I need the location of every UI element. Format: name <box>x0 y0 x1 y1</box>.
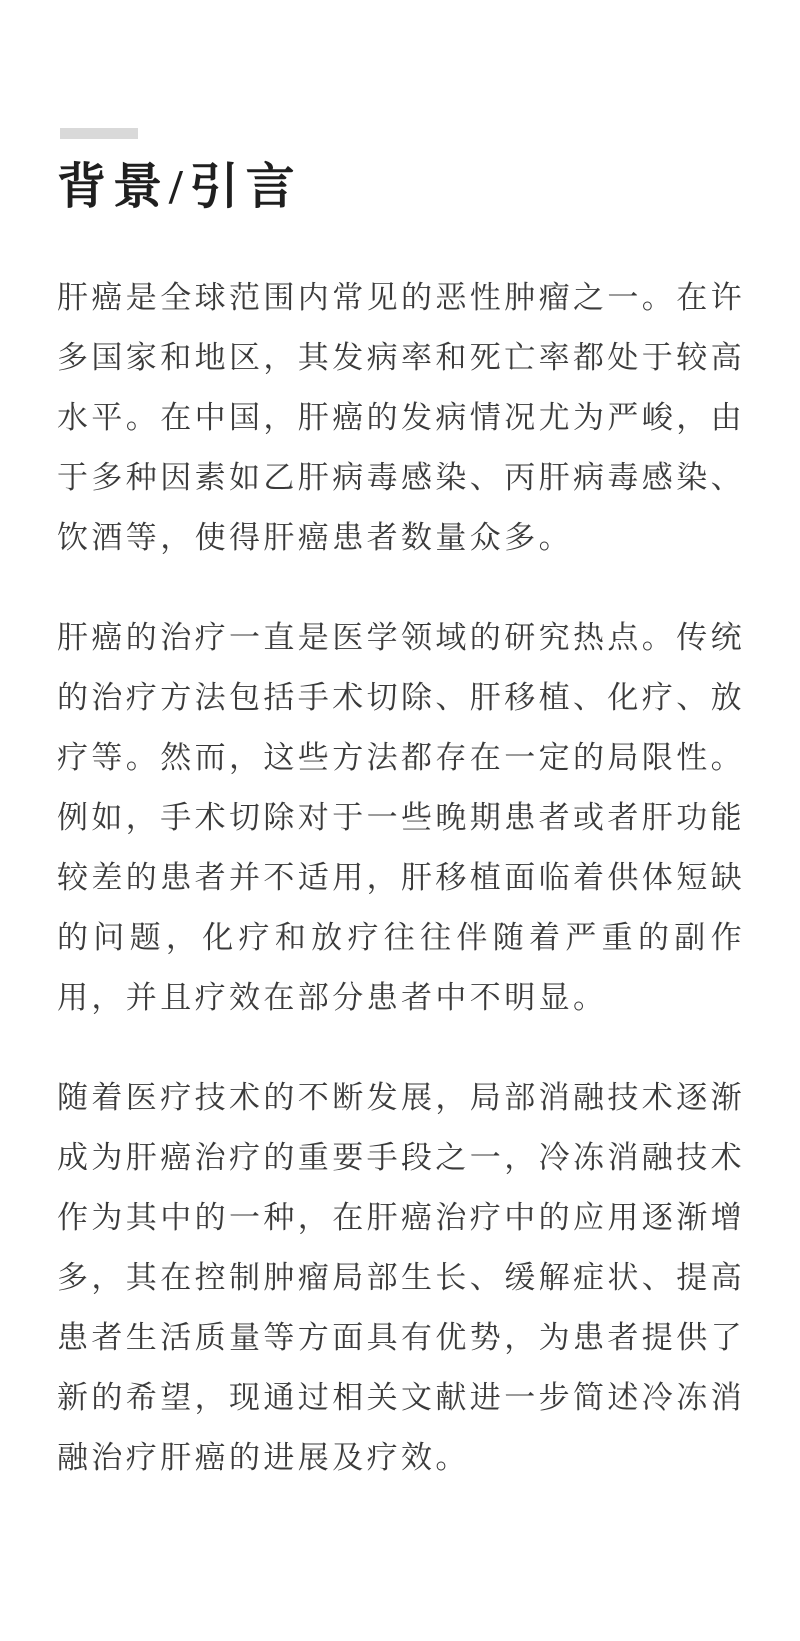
paragraph: 随着医疗技术的不断发展，局部消融技术逐渐成为肝癌治疗的重要手段之一，冷冻消融技术作为其中的一种，在肝癌治疗中的应用逐渐增多，其在控制肿瘤局部生长、缓解症状、提高患者生活质量等方面具有优势，为患者提供了新的希望，现通过相关文献进一步简述冷冻消融治疗肝癌的进展及疗效。 <box>57 1079 745 1475</box>
paragraph: 肝癌的治疗一直是医学领域的研究热点。传统的治疗方法包括手术切除、肝移植、化疗、放疗等。然而，这些方法都存在一定的局限性。例如，手术切除对于一些晚期患者或者肝功能较差的患者并不适用，肝移植面临着供体短缺的问题，化疗和放疗往往伴随着严重的副作用，并且疗效在部分患者中不明显。 <box>57 619 745 1015</box>
paragraph: 肝癌是全球范围内常见的恶性肿瘤之一。在许多国家和地区，其发病率和死亡率都处于较高水平。在中国，肝癌的发病情况尤为严峻，由于多种因素如乙肝病毒感染、丙肝病毒感染、饮酒等，使得肝癌患者数量众多。 <box>57 279 745 555</box>
section-accent-bar <box>60 128 138 139</box>
section-body <box>57 268 745 1488</box>
section-heading: 背景/引言 <box>57 159 302 214</box>
